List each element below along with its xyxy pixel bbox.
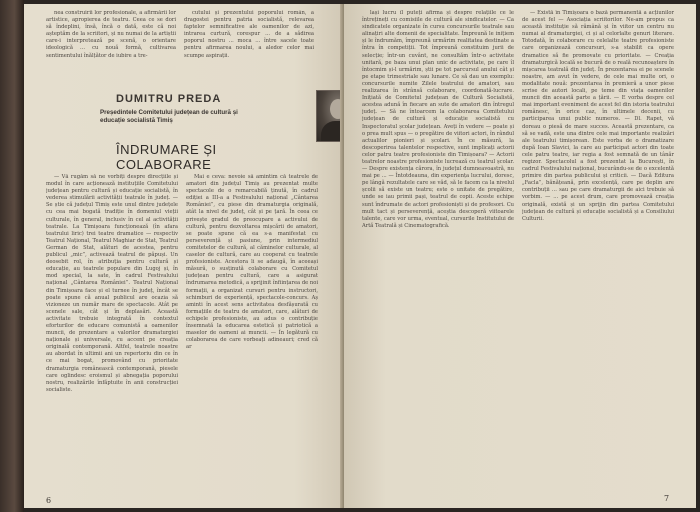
left-top-column-1 bbox=[46, 10, 176, 86]
author-name: DUMITRU PREDA bbox=[116, 93, 222, 105]
left-page bbox=[24, 4, 342, 508]
paragraph: Mai e ceva: nevoie să amintim că teatrele de amatori din județul Timiș au prezentat multe spectacole de o remarcabilă ținută, în cadrul ediției a III-a a Festivalului național „Cântarea României”, cu piese din dramaturgia originală, atât la nivel de județ, cât și pe țară. În ceea ce privește gradul de preocupare a activului de cultură, pentru dezvoltarea mișcării de amatori, se poate spune că ea s-a manifestat cu perseverență și pasiune, prin intermediul comitetelor de cultură, al căminelor culturale, al caselor de cultură, care au cooperat cu teatrele profesioniste. Acestora li se adaugă, în aceeași măsură, o susținută colaborare cu Comitetul județean pentru cultură, care a asigurat îndrumarea metodică, a sprijinit înființarea de noi formații, a organizat cursuri pentru instructori, schimburi de experiență, spectacole-concurs. Aș aminti în acest sens activitatea desfășurată cu formațiile de teatru de amatori, care, alături de echipele profesioniste, au adus o contribuție însemnată la educarea estetică și patriotică a maselor de oameni ai muncii. — În legătură cu colaborarea de care vorbeați adineauri; cred că ar bbox=[186, 174, 318, 351]
paragraph: — Vă rugăm să ne vorbiți despre direcțiile și modul în care acționează instituțiile Comitetului județean pentru cultură și educație socialistă, în vederea stimulării activității teatrale în județ. — Se știe că județul Timiș este unul dintre județele cu cea mai bogată tradiție în domeniul vieții culturale, în general, inclusiv în cel al activității teatrale. La Timișoara funcționează (în afara teatrului liric) trei teatre dramatice — respectiv Teatrul Național, Teatrul Maghiar de Stat, Teatrul German de Stat, alături de acestea, pentru publicul „mic”, activează teatrul de păpuși. Un deosebit rol, în atribuția pentru cultură și educație, au teatrele populare din Lugoj și, în mod special, la sate, în cadrul Festivalului național „Cântarea României”. Teatrul Național din Timișoara face și el turnee în județ, încât se poate spune că anual publicul are ocazia să vizioneze un număr mare de spectacole. Atât pe scenele sale, cât și în deplasări. Această activitate trebuie integrată în contextul eforturilor de educare comunistă a oamenilor muncii, de prezentare a valorilor dramaturgiei naționale și universale, cu accent pe creația originală contemporană. Altfel, teatrele noastre au abordat în ultimii ani un repertoriu din ce în ce mai bogat, promovând cu prioritate dramaturgia românească contemporană, piesele care oglindesc eroismul și abnegația poporului nostru, realizările înfăptuite în anii construcției socialiste. bbox=[46, 174, 178, 393]
paragraph: cutului și prezentului poporului român, a dragostei pentru patria socialistă, relevarea faptelor semnificative ale oamenilor de azi, intrarea curtură, corespur ... de a sădirea poporul nostru ... moca ... între sacele toate pentru afirmarea noului, a aledor celor mai scumpe aspirații. bbox=[184, 10, 314, 59]
right-column-1 bbox=[362, 10, 514, 492]
right-page bbox=[344, 4, 696, 508]
article-headline: ÎNDRUMARE ȘI COLABORARE bbox=[116, 142, 217, 172]
paragraph: nea construirii lor profesionale, a afirmării lor artistice, apropierea de teatru. Ceea ce se dori să îndeplini, însă, încă o dată, este că noi așteptăm de la scriitori, și nu numai de la artiștii care-i interpretează pe scenă, o orientare ideologică ... cu nouă formă, cultivarea sentimentului înălțător de iubire a tre- bbox=[46, 10, 176, 59]
page-number-right: 7 bbox=[664, 494, 670, 503]
paragraph: — Există în Timișoara o bază permanentă a acțiunilor de acest fel — Asociația scriitorilor. Ne-am propus ca această instituție să rămână și în viitor un centru nu numai al dramaturgiei, ci și al celorlalte genuri literare. Totodată, în colaborare cu celelalte teatre profesioniste care organizează concursuri, s-a stabilit ca opere dramatice să fie promovate cu prioritate. — Creația dramaturgică locală se bucură de o reală recunoaștere în mișcarea teatrală din județ. În prezentarea ei pe scenele noastre, am avut în vedere, de cele mai multe ori, o modalitate nouă: prezentarea în premieră a unor piese scrise de autori locali, pe teme din viața oamenilor muncii din această parte a țării. — E vorba despre cel mai important eveniment de acest fel din istoria teatrului românesc, în orice caz, în ultimele decenii, cu participarea unui public numeros. — Dl. Rapet, vă doreau o piesă de mare succes. Această prezentare, ca să se vadă, este una dintre cele mai importante realizări ale teatrului timișorean. Este vorba de o dramatizare după Ioan Slavici, la care au participat actori din toate cele patru teatre, iar regia a fost semnată de un tânăr regizor. Spectacolul a fost prezentat la București, în cadrul Festivalului național, bucurându-se de o excelentă primire din partea publicului și criticii. — Dacă Editura „Facla”, bănățeană, prin excelență, care pe deplin are contribuții ... sau pe care dramaturgii de aici trebuie să vorbim. — ... pe acest drum, care promovează creația originală, există și un sprijin din partea Comitetului județean de cultură și educație socialistă și a Consiliului Culturii. bbox=[522, 10, 674, 222]
author-role: Președintele Comitetului județean de cultură și educație socialistă Timiș bbox=[100, 109, 238, 124]
left-column-1 bbox=[46, 174, 178, 496]
left-top-column-2 bbox=[184, 10, 314, 86]
right-column-2 bbox=[522, 10, 674, 492]
book-binding-edge bbox=[0, 0, 24, 512]
author-portrait-photo bbox=[316, 90, 342, 142]
page-number-left: 6 bbox=[46, 496, 52, 505]
article-header bbox=[100, 87, 286, 172]
left-column-2 bbox=[186, 174, 318, 496]
paragraph: lași lucru îl puteți afirma și despre relațiile ce le întrețineți cu comisiile de cultură ale sindicatelor. — Ca sindicatele organizate în cursu concursurile teatrale sau alinațiri alte domenii de specialitate. Împreună le inițiem și le îndrumăm, împreună urmărim realitatea destinate a întra în competiții. Tot împreună constituim jurii de selecție; într-un cuvânt, ne consultăm într-o activitate unitară, pe baza unui plan unic de activitate, pe care îl întocmim și-l urmărim, știi pe tot parcursul anului cât și pe etape trimestriale sau lunare. Ce să dau un exemplu: concursurile numite Zilele teatrului de amatori, sau realizarea în strânsă colaborare, coordonată-lucrare. Inițiată de Comitetul județean de Cultură Socialistă, acestea adună în fiecare an sute de amatori din întregul județ. — Să ne întoarcem la colaborarea Comitetului județean de cultură și educație socialistă cu Inspectoratul școlar județean. Aveți în vedere — poate și o prea mult spus — o pregătire de viitori actori, în rândul actualilor pionieri și școlari. În ce măsură, la descoperirea talentelor respective, sunt implicați actorii celor patru teatre profesioniste din Timișoara? — Actorii teatrelor noastre profesioniste lucrează cu teatrul școlar. — Despre existența cărora, în județul dumneavoastră, nu mai pe ... — Întotdeauna, din experiența lucrului, doresc, pe lângă rezultatele care se văd, să le facem ca la nivelul școlii să existe un teatru; este o unitate de pregătire, unde se iau primii pași, teatrul de copii. Aceste echipe sunt îndrumate de actori profesioniști și de profesori. Cu mult tact și perseverență, aceștia descoperă viitoarele talente, care vor urma, eventual, cursurile Institutului de Artă Teatrală și Cinematografică. bbox=[362, 10, 514, 229]
